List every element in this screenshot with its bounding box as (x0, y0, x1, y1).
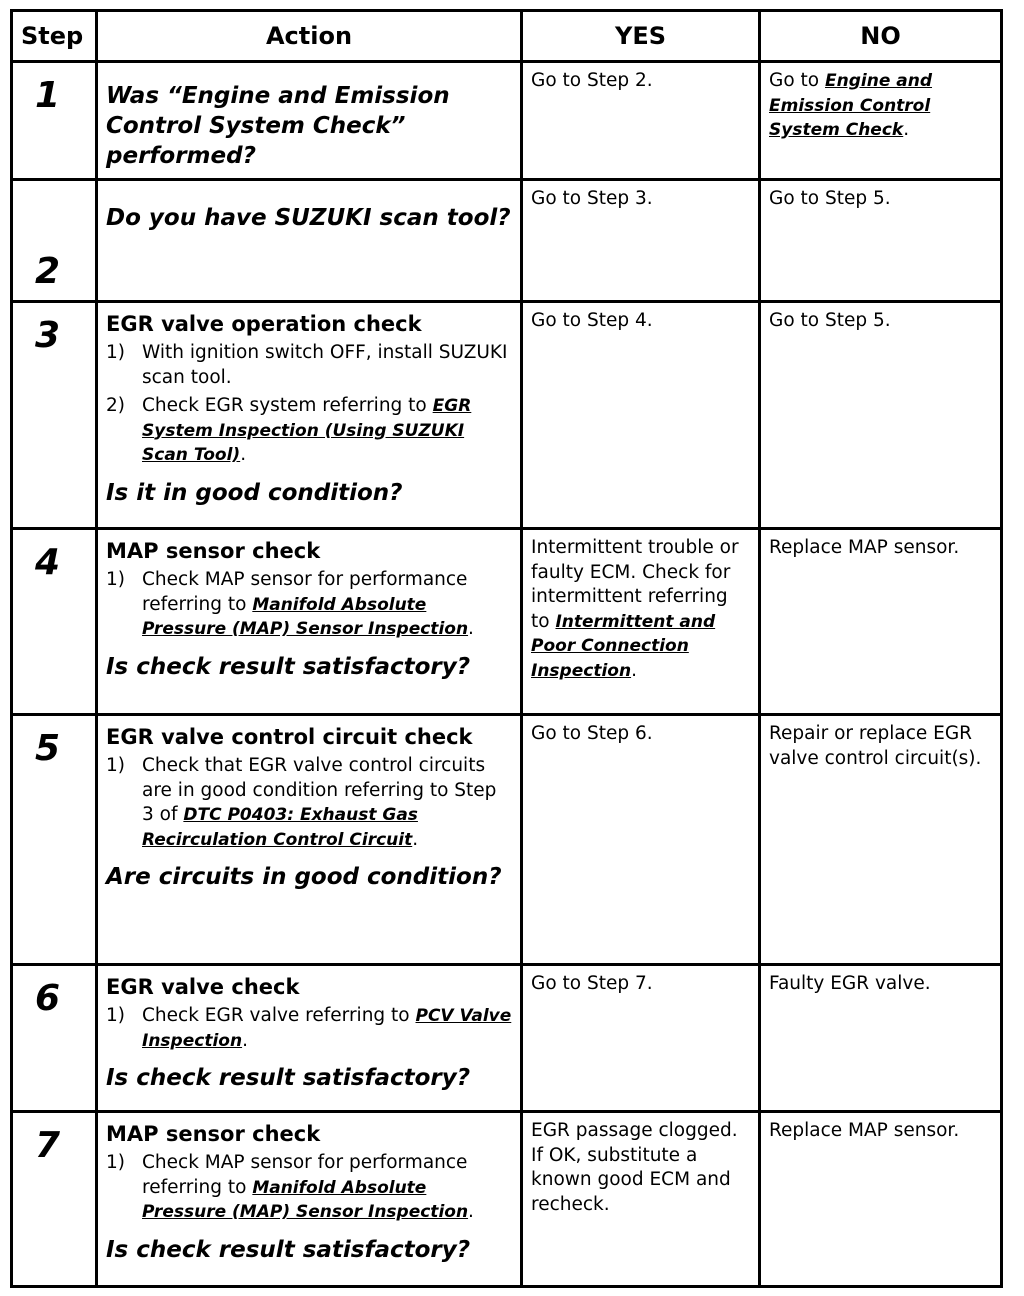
item-number: 1) (106, 342, 125, 363)
item-text (142, 568, 512, 642)
text-span: EGR passage clogged. If OK, substitute a known good ECM and recheck. (531, 1120, 738, 1215)
no-cell (760, 302, 1002, 529)
text-span: Intermittent trouble or faulty ECM. Check for intermittent referring to (531, 537, 739, 632)
no-text (761, 303, 1000, 334)
action-cell (97, 1112, 522, 1287)
header-step: Step (12, 11, 97, 62)
item-text (142, 394, 512, 468)
action-content (98, 1113, 520, 1265)
action-title: EGR valve control circuit check (106, 725, 473, 749)
text-span: Go to Step 4. (531, 310, 653, 331)
action-content (98, 530, 520, 682)
step-cell (12, 62, 97, 180)
step-number: 3 (35, 315, 61, 356)
item-number: 1) (106, 1152, 125, 1173)
step-number: 6 (35, 978, 61, 1019)
text-span: Check EGR valve referring to (142, 1005, 416, 1026)
step-cell (12, 965, 97, 1112)
step-number: 7 (35, 1125, 61, 1166)
table-row (12, 1112, 1002, 1287)
step-cell (12, 302, 97, 529)
text-span: With ignition switch OFF, install SUZUKI scan tool. (142, 342, 508, 388)
action-content (98, 181, 520, 241)
action-title: MAP sensor check (106, 539, 321, 563)
no-text (761, 181, 1000, 212)
no-cell (760, 1112, 1002, 1287)
text-span: Replace MAP sensor. (769, 537, 960, 558)
yes-cell (522, 1112, 760, 1287)
yes-text (523, 966, 758, 997)
text-span: . (468, 1201, 474, 1222)
text-span: Check that EGR valve control circuits are in good condition referring to Step 3 of (142, 755, 497, 825)
action-title: EGR valve operation check (106, 312, 422, 336)
text-span: Check MAP sensor for performance referring to (142, 569, 468, 615)
action-question: Was “Engine and Emission Control System Check” performed? (106, 83, 450, 169)
action-question: Is check result satisfactory? (106, 1236, 471, 1263)
no-cell (760, 180, 1002, 302)
item-text (142, 754, 512, 852)
yes-cell (522, 180, 760, 302)
no-cell (760, 715, 1002, 965)
no-text (761, 63, 1000, 143)
item-text (142, 341, 512, 390)
text-span: . (631, 659, 637, 681)
text-span: Go to Step 5. (769, 188, 891, 209)
no-cell (760, 62, 1002, 180)
table-row (12, 180, 1002, 302)
action-cell (97, 180, 522, 302)
yes-cell (522, 715, 760, 965)
table-row (12, 302, 1002, 529)
header-yes: YES (522, 11, 760, 62)
no-text (761, 716, 1000, 771)
action-question: Are circuits in good condition? (106, 864, 502, 890)
step-number: 1 (35, 75, 61, 116)
reference-link[interactable]: PCV Valve Inspection (142, 1006, 512, 1051)
text-span: Go to Step 7. (531, 973, 653, 994)
yes-cell (522, 302, 760, 529)
action-list-item (106, 568, 512, 642)
action-content (98, 63, 520, 171)
text-span: . (412, 828, 419, 850)
no-text (761, 966, 1000, 997)
no-text (761, 530, 1000, 561)
step-number: 4 (35, 542, 61, 583)
action-list-item (106, 1004, 512, 1053)
yes-text (523, 181, 758, 212)
text-span: . (903, 119, 910, 140)
no-cell (760, 965, 1002, 1112)
yes-text (523, 63, 758, 94)
action-cell (97, 529, 522, 715)
action-list-item (106, 394, 512, 468)
yes-text (523, 303, 758, 334)
yes-cell (522, 62, 760, 180)
diagnostic-table (10, 9, 1003, 1288)
reference-link[interactable]: Intermittent and Poor Connection Inspection (531, 611, 716, 681)
reference-link[interactable]: Manifold Absolute Pressure (MAP) Sensor Inspection (142, 594, 469, 639)
text-span: Go to Step 6. (531, 723, 653, 744)
step-number: 5 (35, 728, 61, 769)
action-cell (97, 965, 522, 1112)
action-content (98, 303, 520, 508)
text-span: Go to (769, 70, 825, 91)
table-row (12, 715, 1002, 965)
header-row (12, 11, 1002, 62)
action-title: EGR valve check (106, 975, 300, 999)
yes-cell (522, 529, 760, 715)
text-span: Check EGR system referring to (142, 395, 433, 416)
no-cell (760, 529, 1002, 715)
item-number: 1) (106, 1005, 125, 1026)
step-cell (12, 180, 97, 302)
reference-link[interactable]: DTC P0403: Exhaust Gas Recirculation Control Circuit (142, 805, 418, 850)
action-question: Is check result satisfactory? (106, 653, 471, 680)
action-cell (97, 62, 522, 180)
yes-text (523, 716, 758, 747)
yes-text (523, 1113, 758, 1217)
text-span: Faulty EGR valve. (769, 973, 931, 994)
action-content (98, 966, 520, 1093)
action-question: Is it in good condition? (106, 479, 403, 506)
action-list-item (106, 754, 512, 852)
action-content (98, 716, 520, 892)
table-row (12, 62, 1002, 180)
action-list-item (106, 1151, 512, 1225)
item-number: 2) (106, 395, 125, 416)
item-text (142, 1004, 512, 1053)
text-span: Go to Step 2. (531, 70, 653, 91)
table-row (12, 965, 1002, 1112)
yes-text (523, 530, 758, 683)
table-row (12, 529, 1002, 715)
step-cell (12, 1112, 97, 1287)
action-cell (97, 302, 522, 529)
action-question: Do you have SUZUKI scan tool? (106, 205, 511, 231)
text-span: Go to Step 5. (769, 310, 891, 331)
item-number: 1) (106, 755, 125, 776)
step-cell (12, 529, 97, 715)
text-span: Repair or replace EGR valve control circuit(s). (769, 723, 982, 769)
text-span: . (468, 618, 474, 639)
action-question: Is check result satisfactory? (106, 1065, 471, 1091)
no-text (761, 1113, 1000, 1144)
text-span: Replace MAP sensor. (769, 1120, 960, 1141)
text-span: . (240, 444, 247, 465)
reference-link[interactable]: Engine and Emission Control System Check (769, 71, 933, 140)
header-action: Action (97, 11, 522, 62)
step-number: 2 (35, 251, 61, 292)
reference-link[interactable]: Manifold Absolute Pressure (MAP) Sensor Inspection (142, 1177, 469, 1222)
step-cell (12, 715, 97, 965)
action-title: MAP sensor check (106, 1122, 321, 1146)
item-number: 1) (106, 569, 125, 590)
text-span: Go to Step 3. (531, 188, 653, 209)
action-cell (97, 715, 522, 965)
yes-cell (522, 965, 760, 1112)
text-span: Check MAP sensor for performance referring to (142, 1152, 468, 1198)
item-text (142, 1151, 512, 1225)
text-span: . (242, 1029, 248, 1051)
reference-link[interactable]: EGR System Inspection (Using SUZUKI Scan Tool) (142, 396, 472, 465)
header-no: NO (760, 11, 1002, 62)
action-list-item (106, 341, 512, 390)
